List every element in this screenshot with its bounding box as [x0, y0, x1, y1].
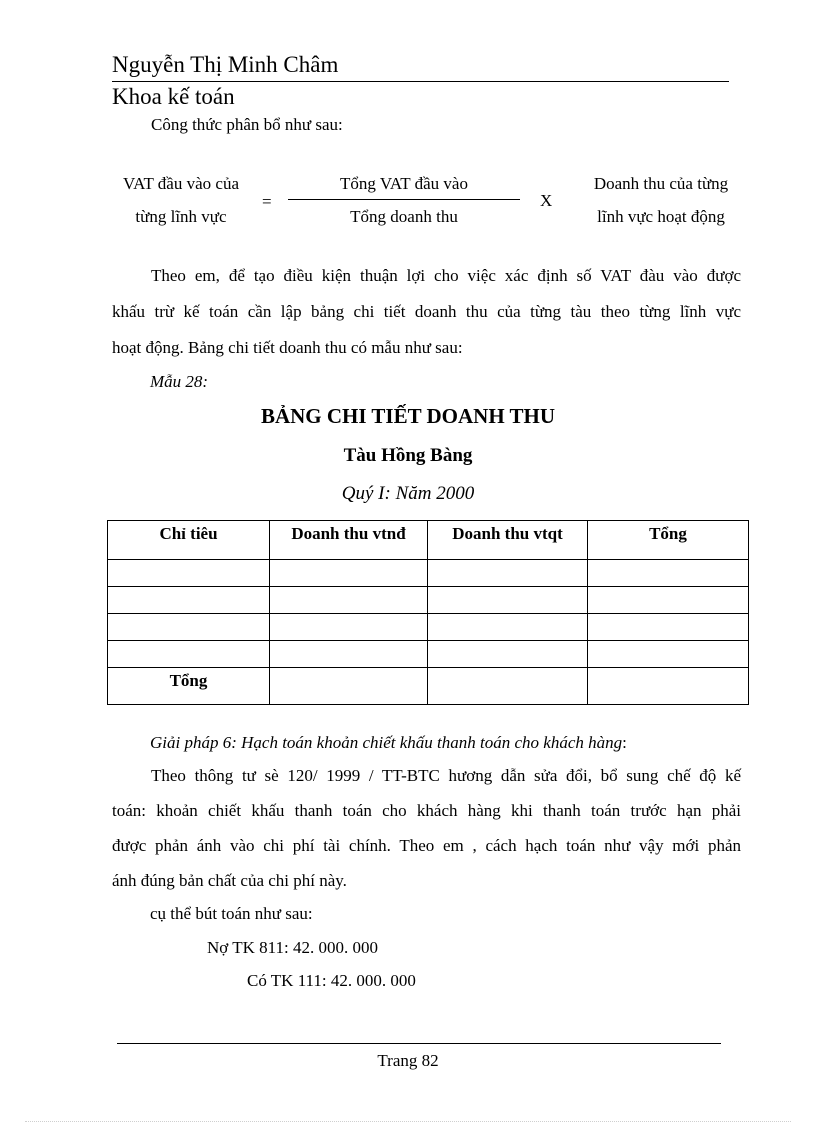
- table-cell: [270, 668, 428, 705]
- entry-intro: cụ thể bút toán như sau:: [150, 904, 313, 923]
- page-number: Trang 82: [377, 1051, 439, 1070]
- header-cell: Chỉ tiêu: [108, 521, 270, 560]
- table-cell: [428, 668, 588, 705]
- table-cell: [588, 614, 749, 641]
- header-cell: Doanh thu vtnđ: [270, 521, 428, 560]
- table-cell: [428, 614, 588, 641]
- header-rule: [112, 81, 729, 82]
- table-title: BẢNG CHI TIẾT DOANH THU: [260, 404, 556, 428]
- solution-heading-colon: :: [622, 733, 627, 752]
- header-cell: Doanh thu vtqt: [428, 521, 588, 560]
- table-row: [108, 641, 749, 668]
- table-cell: [588, 668, 749, 705]
- fraction-bar: [288, 199, 520, 200]
- revenue-detail-table: [107, 520, 749, 705]
- table-cell: [588, 560, 749, 587]
- formula-equals: =: [262, 192, 272, 211]
- table-row: [108, 614, 749, 641]
- debit-entry: Nợ TK 811: 42. 000. 000: [207, 938, 378, 957]
- table-row: [108, 560, 749, 587]
- total-label-cell: Tổng: [108, 668, 270, 705]
- table-total-row: [108, 668, 749, 705]
- department: Khoa kế toán: [112, 84, 235, 109]
- author-name: Nguyễn Thị Minh Châm: [112, 52, 339, 77]
- formula-right-line2: lĩnh vực hoạt động: [597, 207, 725, 226]
- formula-left-line2: từng lĩnh vực: [135, 207, 227, 226]
- table-cell: [108, 614, 270, 641]
- solution-line3: được phản ánh vào chi phí tài chính. Theo em , cách hạch toán như vậy mới phản: [112, 836, 741, 855]
- page-edge-dots: [25, 1121, 791, 1122]
- table-ship: Tàu Hồng Bàng: [343, 445, 473, 466]
- formula-right-line1: Doanh thu của từng: [593, 174, 729, 193]
- formula-left-line1: VAT đầu vào của: [123, 174, 239, 193]
- solution-heading: [150, 733, 627, 753]
- table-cell: [588, 587, 749, 614]
- solution-heading-text: Giải pháp 6: Hạch toán khoản chiết khấu thanh toán cho khách hàng: [150, 733, 623, 752]
- footer-rule: [117, 1043, 721, 1044]
- paragraph1-line3: hoạt động. Bảng chi tiết doanh thu có mẫu như sau:: [112, 338, 463, 357]
- table-row: [108, 587, 749, 614]
- table-period: Quý I: Năm 2000: [341, 483, 475, 504]
- header-cell: Tổng: [588, 521, 749, 560]
- table-cell: [270, 641, 428, 668]
- solution-line2: toán: khoản chiết khấu thanh toán cho khách hàng khi thanh toán trước hạn phải: [112, 801, 741, 820]
- solution-line1: Theo thông tư sè 120/ 1999 / TT-BTC hương dẫn sửa đổi, bổ sung chế độ kế: [151, 766, 741, 785]
- formula-intro: Công thức phân bổ như sau:: [151, 115, 343, 134]
- table-cell: [588, 641, 749, 668]
- table-cell: [270, 614, 428, 641]
- table-cell: [108, 641, 270, 668]
- table-cell: [428, 560, 588, 587]
- paragraph1-line1: Theo em, để tạo điều kiện thuận lợi cho việc xác định số VAT đàu vào được: [151, 266, 741, 285]
- table-cell: [108, 560, 270, 587]
- table-cell: [270, 587, 428, 614]
- table-header-row: [108, 521, 749, 560]
- paragraph1-line2: khấu trừ kế toán cần lập bảng chi tiết doanh thu của từng tàu theo từng lĩnh vực: [112, 302, 741, 321]
- form-label: Mẫu 28:: [150, 372, 209, 391]
- formula-denominator: Tổng doanh thu: [350, 207, 458, 226]
- credit-entry: Có TK 111: 42. 000. 000: [247, 971, 416, 990]
- table-cell: [428, 587, 588, 614]
- table-cell: [108, 587, 270, 614]
- table-cell: [270, 560, 428, 587]
- formula-times: X: [540, 191, 553, 210]
- formula-numerator: Tổng VAT đầu vào: [340, 174, 468, 193]
- table-cell: [428, 641, 588, 668]
- solution-line4: ánh đúng bản chất của chi phí này.: [112, 871, 347, 890]
